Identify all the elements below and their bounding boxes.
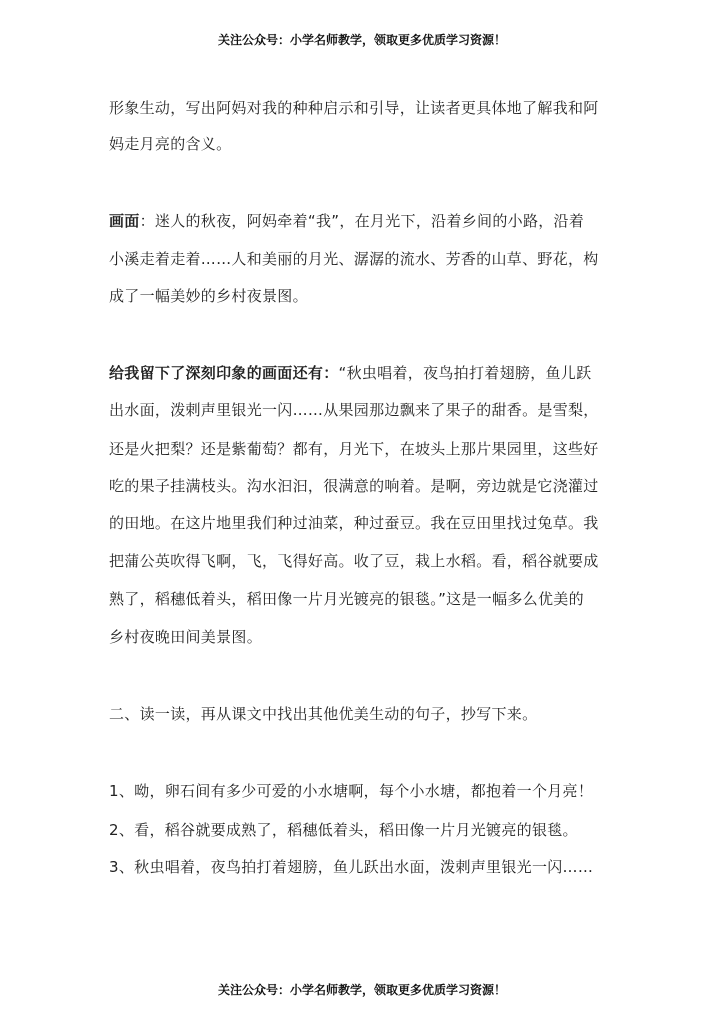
para2-lead: 画面: [109, 212, 140, 230]
para3-line-6: 把蒲公英吹得飞啊，飞，飞得好高。收了豆，栽上水稻。看，稻谷就要成: [109, 552, 599, 570]
para3-line-1: [109, 364, 629, 382]
para2-line-1: [109, 212, 629, 230]
sentence-3: 3、秋虫唱着，夜鸟拍打着翅膀，鱼儿跃出水面，泼剌声里银光一闪……: [109, 858, 594, 876]
sentence-2: 2、看，稻谷就要成熟了，稻穗低着头，稻田像一片月光镀亮的银毯。: [109, 821, 578, 839]
para2-line-3: 成了一幅美妙的乡村夜景图。: [109, 287, 308, 305]
page-footer: 关注公众号：小学名师教学，领取更多优质学习资源！: [217, 983, 506, 997]
para3-line-8: 乡村夜晚田间美景图。: [109, 628, 263, 646]
sentence-1: 1、呦，卵石间有多少可爱的小水塘啊，每个小水塘，都抱着一个月亮！: [109, 782, 594, 800]
page-header: 关注公众号：小学名师教学，领取更多优质学习资源！: [217, 33, 506, 47]
para3-line-2: 出水面，泼剌声里银光一闪……从果园那边飘来了果子的甜香。是雪梨，: [109, 401, 599, 419]
para2-line-2: 小溪走着走着……人和美丽的月光、潺潺的流水、芳香的山草、野花，构: [109, 250, 599, 268]
para3-line-1-text: “秋虫唱着，夜鸟拍打着翅膀，鱼儿跃: [338, 364, 592, 382]
para3-line-3: 还是火把梨？还是紫葡萄？都有，月光下，在坡头上那片果园里，这些好: [109, 440, 599, 458]
para3-line-7: 熟了，稻穗低着头，稻田像一片月光镀亮的银毯。”这是一幅多么优美的: [109, 590, 584, 608]
para3-line-4: 吃的果子挂满枝头。沟水汩汩，很满意的响着。是啊，旁边就是它浇灌过: [109, 477, 599, 495]
para1-line-2: 妈走月亮的含义。: [109, 135, 232, 153]
para3-line-5: 的田地。在这片地里我们种过油菜，种过蚕豆。我在豆田里找过兔草。我: [109, 514, 599, 532]
para2-line-1-text: ：迷人的秋夜，阿妈牵着“我”，在月光下，沿着乡间的小路，沿着: [139, 212, 585, 230]
para1-line-1: 形象生动，写出阿妈对我的种种启示和引导，让读者更具体地了解我和阿: [109, 99, 599, 117]
section-2-heading: 二、读一读，再从课文中找出其他优美生动的句子，抄写下来。: [109, 705, 538, 723]
para3-lead: 给我留下了深刻印象的画面还有：: [109, 364, 339, 382]
